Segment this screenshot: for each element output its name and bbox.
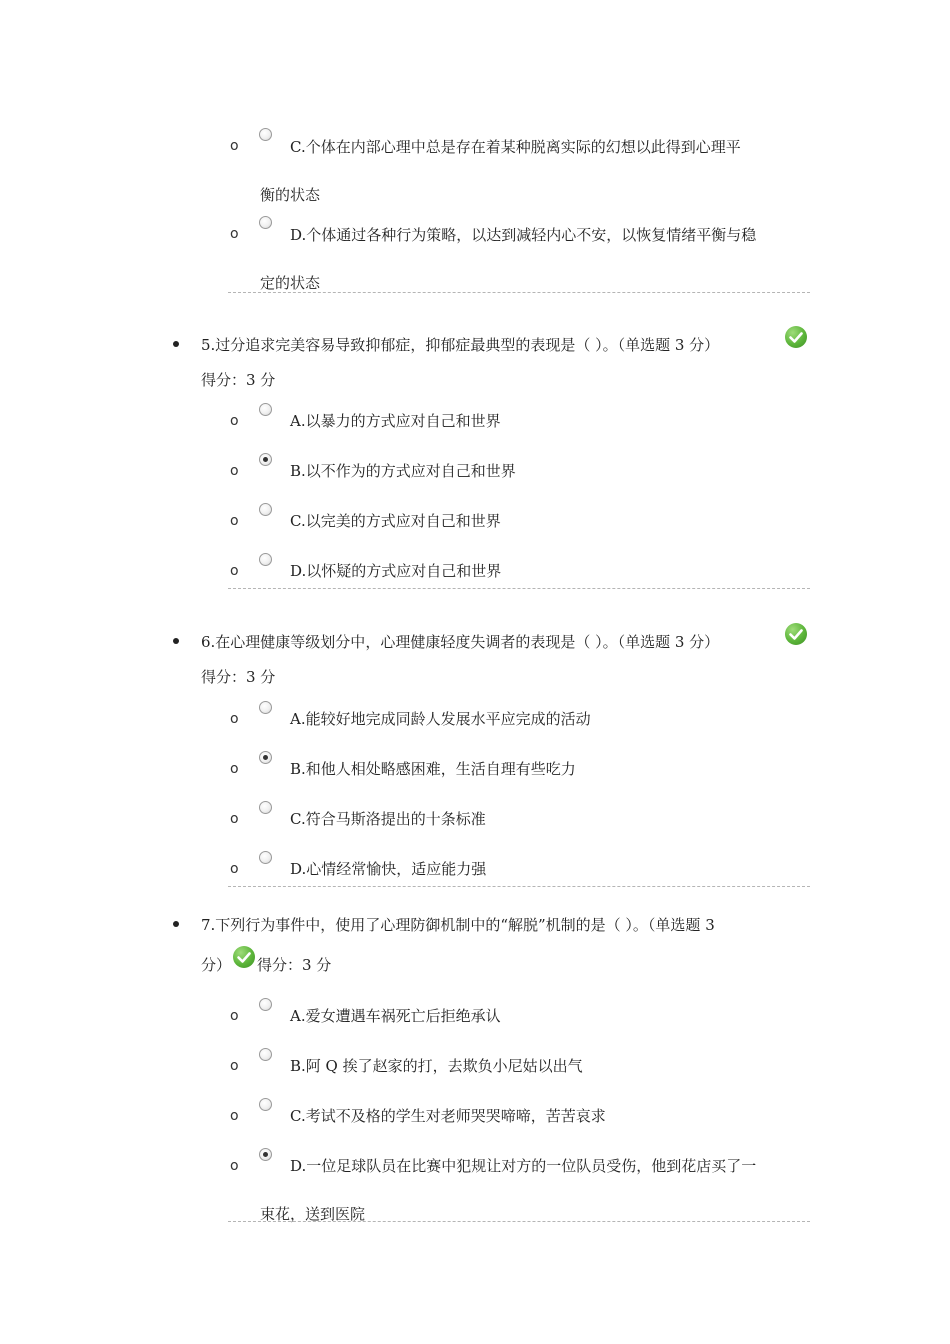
option-q5-d-label: D.以怀疑的方式应对自己和世界: [290, 562, 502, 580]
option-bullet: o: [230, 711, 239, 727]
question-divider: [228, 588, 810, 589]
option-q6-b-label: B.和他人相处略感困难，生活自理有些吃力: [290, 760, 576, 778]
option-bullet: o: [230, 413, 239, 429]
option-q5-a-label: A.以暴力的方式应对自己和世界: [290, 412, 501, 430]
option-bullet: o: [230, 761, 239, 777]
question-5-text: 5.过分追求完美容易导致抑郁症，抑郁症最典型的表现是（ ）。（单选题 3 分）: [201, 336, 720, 354]
radio-q6-b-selected[interactable]: [259, 751, 272, 764]
question-7-text: 7.下列行为事件中，使用了心理防御机制中的“解脱”机制的是（ ）。（单选题 3: [201, 916, 715, 934]
radio-q7-c[interactable]: [259, 1098, 272, 1111]
option-q5-c-label: C.以完美的方式应对自己和世界: [290, 512, 501, 530]
question-divider: [228, 292, 810, 293]
option-q7-d-label-cont: 束花，送到医院: [260, 1205, 366, 1223]
option-q4-c-label-cont: 衡的状态: [260, 186, 321, 204]
option-q7-c-label: C.考试不及格的学生对老师哭哭啼啼，苦苦哀求: [290, 1107, 606, 1125]
option-q4-d-label-cont: 定的状态: [260, 274, 321, 292]
option-q6-a-label: A.能较好地完成同龄人发展水平应完成的活动: [290, 710, 591, 728]
question-divider: [228, 1221, 810, 1222]
question-bullet: [173, 921, 179, 927]
question-7-text-cont: 分）: [201, 956, 232, 974]
radio-q6-d[interactable]: [259, 851, 272, 864]
radio-q6-a[interactable]: [259, 701, 272, 714]
radio-q7-a[interactable]: [259, 998, 272, 1011]
question-6-text: 6.在心理健康等级划分中，心理健康轻度失调者的表现是（ ）。（单选题 3 分）: [201, 633, 720, 651]
option-bullet: o: [230, 1058, 239, 1074]
correct-check-icon: [785, 326, 807, 348]
radio-q7-b[interactable]: [259, 1048, 272, 1061]
question-6-score: 得分：3 分: [201, 668, 276, 686]
correct-check-icon: [785, 623, 807, 645]
radio-q5-b-selected[interactable]: [259, 453, 272, 466]
question-bullet: [173, 341, 179, 347]
option-bullet: o: [230, 1008, 239, 1024]
radio-q4-d[interactable]: [259, 216, 272, 229]
question-divider: [228, 886, 810, 887]
option-bullet: o: [230, 463, 239, 479]
radio-q7-d-selected[interactable]: [259, 1148, 272, 1161]
option-bullet: o: [230, 1158, 239, 1174]
radio-q5-c[interactable]: [259, 503, 272, 516]
option-q4-d-label: D.个体通过各种行为策略，以达到减轻内心不安，以恢复情绪平衡与稳: [290, 226, 757, 244]
question-bullet: [173, 638, 179, 644]
radio-q5-a[interactable]: [259, 403, 272, 416]
question-5-score: 得分：3 分: [201, 371, 276, 389]
option-q4-c-label: C.个体在内部心理中总是存在着某种脱离实际的幻想以此得到心理平: [290, 138, 741, 156]
radio-q4-c[interactable]: [259, 128, 272, 141]
option-q7-d-label: D.一位足球队员在比赛中犯规让对方的一位队员受伤，他到花店买了一: [290, 1157, 757, 1175]
option-bullet: o: [230, 226, 239, 242]
radio-q5-d[interactable]: [259, 553, 272, 566]
option-bullet: o: [230, 811, 239, 827]
option-q7-a-label: A.爱女遭遇车祸死亡后拒绝承认: [290, 1007, 501, 1025]
option-bullet: o: [230, 138, 239, 154]
option-bullet: o: [230, 563, 239, 579]
question-7-score: 得分：3 分: [257, 956, 332, 974]
radio-q6-c[interactable]: [259, 801, 272, 814]
option-q6-c-label: C.符合马斯洛提出的十条标准: [290, 810, 486, 828]
option-bullet: o: [230, 1108, 239, 1124]
option-q6-d-label: D.心情经常愉快，适应能力强: [290, 860, 487, 878]
option-bullet: o: [230, 861, 239, 877]
option-bullet: o: [230, 513, 239, 529]
correct-check-icon: [233, 946, 255, 968]
option-q5-b-label: B.以不作为的方式应对自己和世界: [290, 462, 516, 480]
option-q7-b-label: B.阿 Q 挨了赵家的打，去欺负小尼姑以出气: [290, 1057, 583, 1075]
